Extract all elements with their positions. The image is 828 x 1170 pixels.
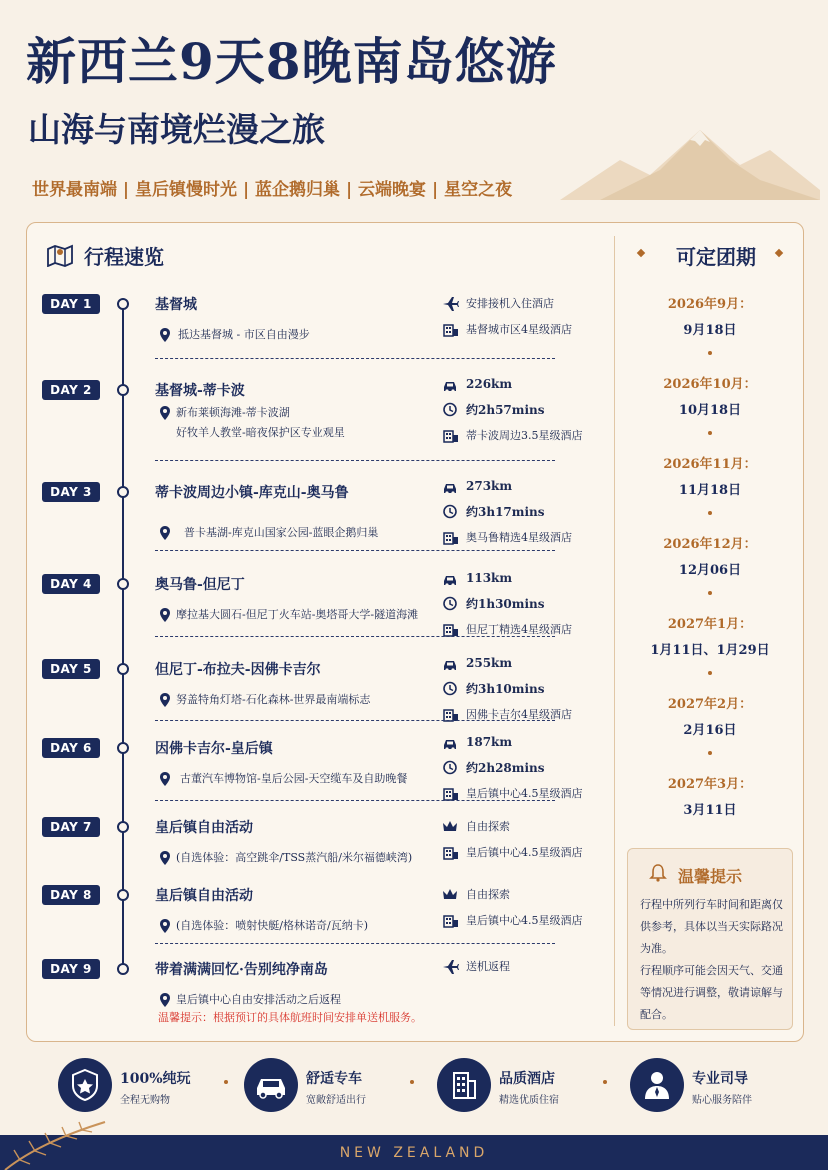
- day-info-text: 因佛卡吉尔4星级酒店: [466, 708, 572, 721]
- timeline-dot: [117, 663, 129, 675]
- car-icon: [442, 480, 458, 494]
- group-month: 2027年1月：: [667, 617, 753, 632]
- clock-icon: [442, 760, 458, 774]
- separator-dot: [708, 431, 712, 435]
- day-route: 但尼丁-布拉夫-因佛卡吉尔: [155, 662, 321, 678]
- group-month: 2026年11月：: [663, 457, 757, 472]
- day-info-text: 约1h30mins: [466, 597, 545, 611]
- day-badge: DAY 3: [42, 482, 100, 502]
- feature-subtitle: 贴心服务陪伴: [692, 1095, 752, 1106]
- timeline-dot: [117, 821, 129, 833]
- group-month: 2026年10月：: [663, 377, 757, 392]
- location-pin-icon: [160, 525, 170, 539]
- day-separator: [155, 720, 555, 721]
- day-badge: DAY 5: [42, 659, 100, 679]
- timeline-dot: [117, 384, 129, 396]
- day-place: 抵达基督城 - 市区自由漫步: [178, 328, 310, 341]
- day-route: 蒂卡波周边小镇-库克山-奥马鲁: [155, 485, 349, 501]
- group-month: 2026年12月：: [663, 537, 757, 552]
- day-separator: [155, 800, 555, 801]
- tips-text: [640, 894, 785, 1026]
- group-dates: 12月06日: [678, 563, 742, 578]
- plane-icon: [442, 959, 458, 973]
- tagline: 世界最南端 | 皇后镇慢时光 | 蓝企鹅归巢 | 云端晚宴 | 星空之夜: [32, 180, 513, 200]
- crown-icon: [442, 819, 458, 833]
- day-info-text: 226km: [466, 377, 513, 391]
- feature-title: 品质酒店: [499, 1071, 555, 1087]
- tips-title: 温馨提示: [678, 867, 743, 886]
- separator-dot: [708, 511, 712, 515]
- map-icon: [46, 243, 74, 267]
- hotel-icon: [442, 786, 458, 800]
- car-icon: [442, 657, 458, 671]
- car-icon: [442, 572, 458, 586]
- location-pin-icon: [160, 771, 170, 785]
- location-pin-icon: [160, 918, 170, 932]
- feature-subtitle: 宽敞舒适出行: [306, 1095, 366, 1106]
- separator-dot: [410, 1080, 414, 1084]
- feature-title: 专业司导: [692, 1071, 748, 1087]
- day-separator: [155, 943, 555, 944]
- day-info-text: 奥马鲁精选4星级酒店: [466, 531, 572, 544]
- itinerary-section-title: 行程速览: [84, 245, 164, 269]
- vertical-divider: [614, 236, 615, 1026]
- hotel-icon: [442, 322, 458, 336]
- location-pin-icon: [160, 405, 170, 419]
- day-info-text: 273km: [466, 479, 513, 493]
- page-subtitle: 山海与南境烂漫之旅: [28, 110, 325, 149]
- day-separator: [155, 636, 555, 637]
- day-info-text: 但尼丁精选4星级酒店: [466, 623, 572, 636]
- location-pin-icon: [160, 992, 170, 1006]
- day-badge: DAY 4: [42, 574, 100, 594]
- feature-subtitle: 全程无购物: [120, 1095, 170, 1106]
- day-route: 基督城: [155, 297, 197, 313]
- separator-dot: [224, 1080, 228, 1084]
- day-info-text: 安排接机入住酒店: [466, 297, 554, 310]
- group-dates: 2月16日: [683, 723, 737, 738]
- day-place: 古董汽车博物馆-皇后公园-天空缆车及自助晚餐: [180, 772, 408, 785]
- groups-title: 可定团期: [676, 245, 756, 269]
- group-month: 2027年3月：: [667, 777, 753, 792]
- separator-dot: [708, 351, 712, 355]
- day-badge: DAY 6: [42, 738, 100, 758]
- separator-dot: [603, 1080, 607, 1084]
- timeline-dot: [117, 889, 129, 901]
- day-badge: DAY 8: [42, 885, 100, 905]
- day-separator: [155, 550, 555, 551]
- day-place: (自选体验：高空跳伞/TSS蒸汽船/米尔福德峡湾): [176, 851, 413, 864]
- day-route: 带着满满回忆·告别纯净南岛: [155, 962, 328, 978]
- day-place: 好牧羊人教堂-暗夜保护区专业观星: [176, 426, 345, 439]
- day-badge: DAY 9: [42, 959, 100, 979]
- hotel-icon: [442, 622, 458, 636]
- day-separator: [155, 358, 555, 359]
- day-place: 新布莱顿海滩-蒂卡波湖: [176, 406, 290, 419]
- footer-text: NEW ZEALAND: [339, 1145, 489, 1161]
- day-info-text: 约2h28mins: [466, 761, 545, 775]
- day-route: 基督城-蒂卡波: [155, 383, 245, 399]
- day-separator: [155, 460, 555, 461]
- group-dates: 3月11日: [683, 803, 737, 818]
- day-info-text: 送机返程: [466, 960, 510, 973]
- shield-star-icon: [58, 1058, 112, 1112]
- clock-icon: [442, 681, 458, 695]
- day-badge: DAY 2: [42, 380, 100, 400]
- location-pin-icon: [160, 327, 170, 341]
- day-info-text: 约3h17mins: [466, 505, 545, 519]
- feature-subtitle: 精选优质住宿: [499, 1095, 559, 1106]
- day-badge: DAY 7: [42, 817, 100, 837]
- timeline-dot: [117, 963, 129, 975]
- day-badge: DAY 1: [42, 294, 100, 314]
- day-place: 普卡基湖-库克山国家公园-蓝眼企鹅归巢: [184, 526, 379, 539]
- hotel-icon: [442, 428, 458, 442]
- fern-icon: [0, 1112, 110, 1170]
- group-dates: 10月18日: [678, 403, 742, 418]
- plane-icon: [442, 296, 458, 310]
- day-route: 因佛卡吉尔-皇后镇: [155, 741, 273, 757]
- timeline-line: [122, 302, 124, 968]
- driver-icon: [630, 1058, 684, 1112]
- hotel-icon: [442, 707, 458, 721]
- feature-title: 100%纯玩: [120, 1071, 191, 1087]
- day-info-text: 自由探索: [466, 888, 510, 901]
- timeline-dot: [117, 742, 129, 754]
- clock-icon: [442, 596, 458, 610]
- day-place: (自选体验：喷射快艇/格林诺奇/瓦纳卡): [176, 919, 368, 932]
- feature-title: 舒适专车: [306, 1071, 362, 1087]
- day-info-text: 蒂卡波周边3.5星级酒店: [466, 429, 583, 442]
- warm-note: 温馨提示：根据预订的具体航班时间安排单送机服务。: [158, 1011, 422, 1024]
- day-route: 奥马鲁-但尼丁: [155, 577, 245, 593]
- hotel-icon: [442, 845, 458, 859]
- day-place: 皇后镇中心自由安排活动之后返程: [176, 993, 341, 1006]
- clock-icon: [442, 504, 458, 518]
- day-info-text: 皇后镇中心4.5星级酒店: [466, 787, 583, 800]
- day-info-text: 187km: [466, 735, 513, 749]
- tips-line: 行程中所列行车时间和距离仅供参考，具体以当天实际路况为准。: [640, 898, 783, 955]
- day-info-text: 113km: [466, 571, 513, 585]
- mountain-illustration: [560, 120, 820, 200]
- day-info-text: 皇后镇中心4.5星级酒店: [466, 914, 583, 927]
- day-info-text: 约2h57mins: [466, 403, 545, 417]
- separator-dot: [708, 671, 712, 675]
- crown-icon: [442, 887, 458, 901]
- day-place: 摩拉基大圆石-但尼丁火车站-奥塔哥大学-隧道海滩: [176, 608, 419, 621]
- location-pin-icon: [160, 607, 170, 621]
- group-month: 2026年9月：: [667, 297, 753, 312]
- timeline-dot: [117, 578, 129, 590]
- hotel-icon: [442, 913, 458, 927]
- hotel-icon: [442, 530, 458, 544]
- timeline-dot: [117, 486, 129, 498]
- car-icon: [244, 1058, 298, 1112]
- day-info-text: 基督城市区4星级酒店: [466, 323, 572, 336]
- day-route: 皇后镇自由活动: [155, 888, 253, 904]
- group-dates: 1月11日、1月29日: [650, 643, 770, 658]
- group-dates: 11月18日: [678, 483, 742, 498]
- clock-icon: [442, 402, 458, 416]
- day-info-text: 255km: [466, 656, 513, 670]
- separator-dot: [708, 591, 712, 595]
- timeline-dot: [117, 298, 129, 310]
- car-icon: [442, 736, 458, 750]
- group-month: 2027年2月：: [667, 697, 753, 712]
- day-info-text: 皇后镇中心4.5星级酒店: [466, 846, 583, 859]
- day-route: 皇后镇自由活动: [155, 820, 253, 836]
- day-place: 努盖特角灯塔-石化森林-世界最南端标志: [176, 693, 371, 706]
- day-info-text: 约3h10mins: [466, 682, 545, 696]
- page-title: 新西兰9天8晚南岛悠游: [26, 32, 557, 91]
- tips-line: 行程顺序可能会因天气、交通等情况进行调整，敬请谅解与配合。: [640, 964, 783, 1021]
- bell-icon: [648, 863, 668, 883]
- building-icon: [437, 1058, 491, 1112]
- separator-dot: [708, 751, 712, 755]
- car-icon: [442, 378, 458, 392]
- group-dates: 9月18日: [683, 323, 737, 338]
- location-pin-icon: [160, 692, 170, 706]
- day-info-text: 自由探索: [466, 820, 510, 833]
- location-pin-icon: [160, 850, 170, 864]
